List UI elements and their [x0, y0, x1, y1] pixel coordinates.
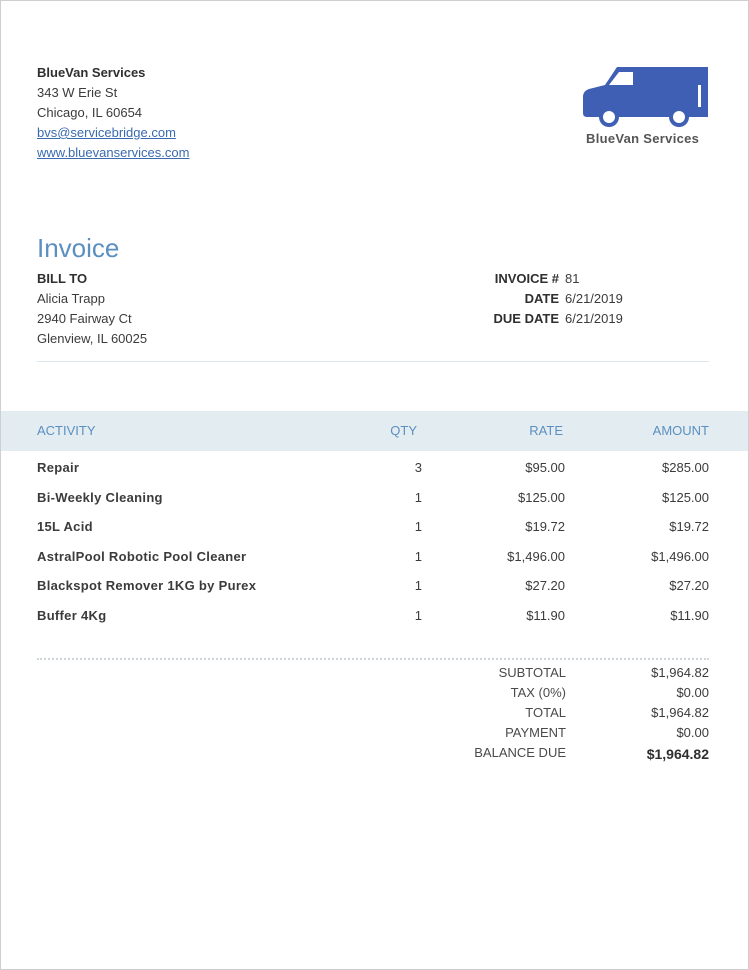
row-rate: $1,496.00 — [507, 548, 565, 564]
row-qty: 1 — [414, 519, 422, 535]
subtotal-label: SUBTOTAL — [498, 665, 566, 680]
company-website-link[interactable]: www.bluevanservices.com — [37, 145, 190, 160]
table-header — [1, 411, 748, 451]
bill-to-section — [37, 269, 147, 349]
invoice-date-row — [471, 289, 623, 309]
payment-value: $0.00 — [676, 725, 709, 740]
invoice-date-value: 6/21/2019 — [565, 291, 623, 306]
row-rate: $125.00 — [518, 489, 565, 505]
due-date-row — [471, 309, 623, 329]
due-date-label: DUE DATE — [493, 311, 559, 326]
row-qty: 1 — [414, 489, 422, 505]
payment-label: PAYMENT — [505, 725, 566, 740]
row-rate: $95.00 — [525, 460, 565, 475]
row-amount: $27.20 — [669, 578, 709, 594]
row-rate: $19.72 — [525, 519, 565, 535]
header-qty: QTY — [390, 423, 417, 438]
header-amount: AMOUNT — [652, 423, 709, 438]
invoice-title: Invoice — [37, 233, 120, 263]
logo-text: BlueVan Services — [586, 131, 700, 146]
tax-value: $0.00 — [676, 685, 709, 700]
tax-label: TAX (0%) — [510, 685, 566, 700]
row-activity: 15L Acid — [37, 519, 93, 535]
row-activity: Bi-Weekly Cleaning — [37, 489, 163, 505]
row-rate: $11.90 — [526, 607, 565, 623]
table-row — [1, 605, 748, 635]
customer-address-line1: 2940 Fairway Ct — [37, 311, 132, 326]
section-divider — [37, 361, 709, 362]
company-address-line1: 343 W Erie St — [37, 85, 118, 100]
row-activity: Buffer 4Kg — [37, 607, 107, 623]
table-row — [1, 487, 748, 517]
row-qty: 1 — [414, 548, 422, 564]
row-qty: 3 — [414, 460, 422, 475]
invoice-date-label: DATE — [524, 291, 559, 306]
row-activity: Repair — [37, 460, 80, 475]
table-row — [1, 575, 748, 605]
row-qty: 1 — [414, 578, 422, 594]
customer-address-line2: Glenview, IL 60025 — [37, 331, 148, 346]
company-info — [37, 63, 189, 163]
subtotal-row — [401, 665, 709, 685]
company-logo — [579, 63, 711, 146]
company-email-link[interactable]: bvs@servicebridge.com — [37, 125, 176, 140]
row-qty: 1 — [414, 607, 422, 623]
row-amount: $19.72 — [669, 519, 709, 535]
total-value: $1,964.82 — [651, 705, 709, 720]
totals-section — [401, 665, 709, 765]
payment-row — [401, 725, 709, 745]
row-activity: Blackspot Remover 1KG by Purex — [37, 578, 257, 594]
table-row — [1, 546, 748, 576]
header-rate: RATE — [529, 423, 563, 438]
tax-row — [401, 685, 709, 705]
invoice-number-row — [471, 269, 623, 289]
row-amount: $1,496.00 — [651, 548, 709, 564]
van-icon — [581, 63, 709, 127]
totals-divider — [37, 658, 709, 660]
total-row — [401, 705, 709, 725]
due-date-value: 6/21/2019 — [565, 311, 623, 326]
invoice-meta — [471, 269, 623, 329]
row-activity: AstralPool Robotic Pool Cleaner — [37, 548, 247, 564]
invoice-number-label: INVOICE # — [494, 271, 559, 286]
total-label: TOTAL — [525, 705, 566, 720]
balance-due-row — [401, 745, 709, 765]
company-address-line2: Chicago, IL 60654 — [37, 105, 143, 120]
balance-due-value: $1,964.82 — [646, 746, 709, 762]
row-rate: $27.20 — [525, 578, 565, 594]
header-activity: ACTIVITY — [37, 423, 96, 438]
row-amount: $285.00 — [662, 460, 709, 475]
subtotal-value: $1,964.82 — [651, 665, 709, 680]
invoice-number-value: 81 — [565, 271, 580, 286]
balance-due-label: BALANCE DUE — [474, 745, 566, 760]
line-items — [1, 457, 748, 635]
customer-name: Alicia Trapp — [37, 291, 105, 306]
company-name: BlueVan Services — [37, 65, 146, 80]
table-row — [1, 516, 748, 546]
row-amount: $125.00 — [662, 489, 709, 505]
bill-to-label: BILL TO — [37, 271, 88, 286]
table-row — [1, 457, 748, 487]
row-amount: $11.90 — [670, 607, 709, 623]
